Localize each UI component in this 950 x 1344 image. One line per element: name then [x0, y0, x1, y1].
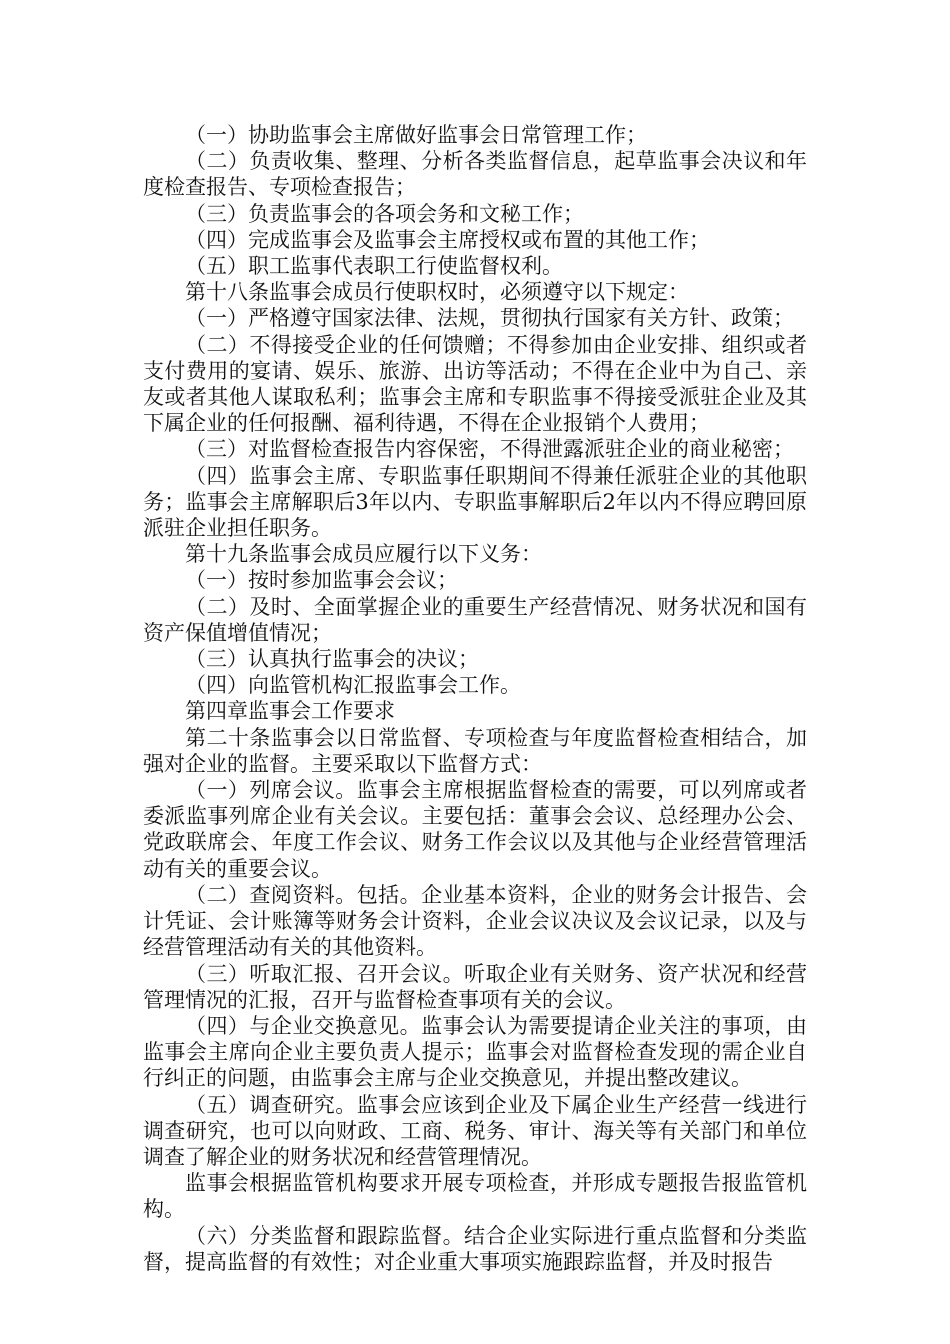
- article-20-heading: 第二十条监事会以日常监督、专项检查与年度监督检查相结合，加强对企业的监督。主要采取以下监督方式：: [143, 725, 807, 776]
- article-19-heading: 第十九条监事会成员应履行以下义务：: [185, 542, 542, 567]
- paragraph-23: 监事会根据监管机构要求开展专项检查，并形成专题报告报监管机构。: [143, 1171, 807, 1222]
- paragraph-9: （三）对监督检查报告内容保密，不得泄露派驻企业的商业秘密；: [185, 437, 794, 462]
- document-body: [143, 122, 807, 1275]
- paragraph-8: （二）不得接受企业的任何馈赠；不得参加由企业安排、组织或者支付费用的宴请、娱乐、旅游、出访等活动；不得在企业中为自己、亲友或者其他人谋取私利；监事会主席和专职监事不得接受派驻企业及其下属企业的任何报酬、福利待遇，不得在企业报销个人费用；: [143, 332, 807, 436]
- paragraph-4: （四）完成监事会及监事会主席授权或布置的其他工作；: [185, 227, 710, 252]
- paragraph-20: （三）听取汇报、召开会议。听取企业有关财务、资产状况和经营管理情况的汇报，召开与监督检查事项有关的会议。: [143, 961, 807, 1012]
- paragraph-10: （四）监事会主席、专职监事任职期间不得兼任派驻企业的其他职务；监事会主席解职后3年以内、专职监事解职后2年以内不得应聘回原派驻企业担任职务。: [143, 463, 807, 541]
- paragraph-2: （二）负责收集、整理、分析各类监督信息，起草监事会决议和年度检查报告、专项检查报告；: [143, 149, 807, 200]
- paragraph-24: （六）分类监督和跟踪监督。结合企业实际进行重点监督和分类监督，提高监督的有效性；对企业重大事项实施跟踪监督，并及时报告: [143, 1223, 807, 1274]
- paragraph-14: （三）认真执行监事会的决议；: [185, 647, 479, 672]
- paragraph-13: （二）及时、全面掌握企业的重要生产经营情况、财务状况和国有资产保值增值情况；: [143, 594, 807, 645]
- paragraph-12: （一）按时参加监事会会议；: [185, 568, 458, 593]
- paragraph-15: （四）向监管机构汇报监事会工作。: [185, 673, 521, 698]
- paragraph-19: （二）查阅资料。包括。企业基本资料，企业的财务会计报告、会计凭证、会计账簿等财务会计资料，企业会议决议及会议记录，以及与经营管理活动有关的其他资料。: [143, 882, 807, 960]
- paragraph-5: （五）职工监事代表职工行使监督权利。: [185, 254, 563, 279]
- article-18-heading: 第十八条监事会成员行使职权时，必须遵守以下规定：: [185, 280, 689, 305]
- chapter-4-heading: 第四章监事会工作要求: [185, 699, 395, 724]
- paragraph-1: （一）协助监事会主席做好监事会日常管理工作；: [185, 123, 647, 147]
- paragraph-7: （一）严格遵守国家法律、法规，贯彻执行国家有关方针、政策；: [185, 306, 794, 331]
- paragraph-3: （三）负责监事会的各项会务和文秘工作；: [185, 201, 584, 226]
- paragraph-18: （一）列席会议。监事会主席根据监督检查的需要，可以列席或者委派监事列席企业有关会议。主要包括：董事会会议、总经理办公会、党政联席会、年度工作会议、财务工作会议以及其他与企业经营管理活动有关的重要会议。: [143, 778, 807, 881]
- paragraph-22: （五）调查研究。监事会应该到企业及下属企业生产经营一线进行调查研究，也可以向财政、工商、税务、审计、海关等有关部门和单位调查了解企业的财务状况和经营管理情况。: [143, 1092, 807, 1169]
- paragraph-21: （四）与企业交换意见。监事会认为需要提请企业关注的事项，由监事会主席向企业主要负责人提示；监事会对监督检查发现的需企业自行纠正的问题，由监事会主席与企业交换意见，并提出整改建议。: [143, 1013, 807, 1091]
